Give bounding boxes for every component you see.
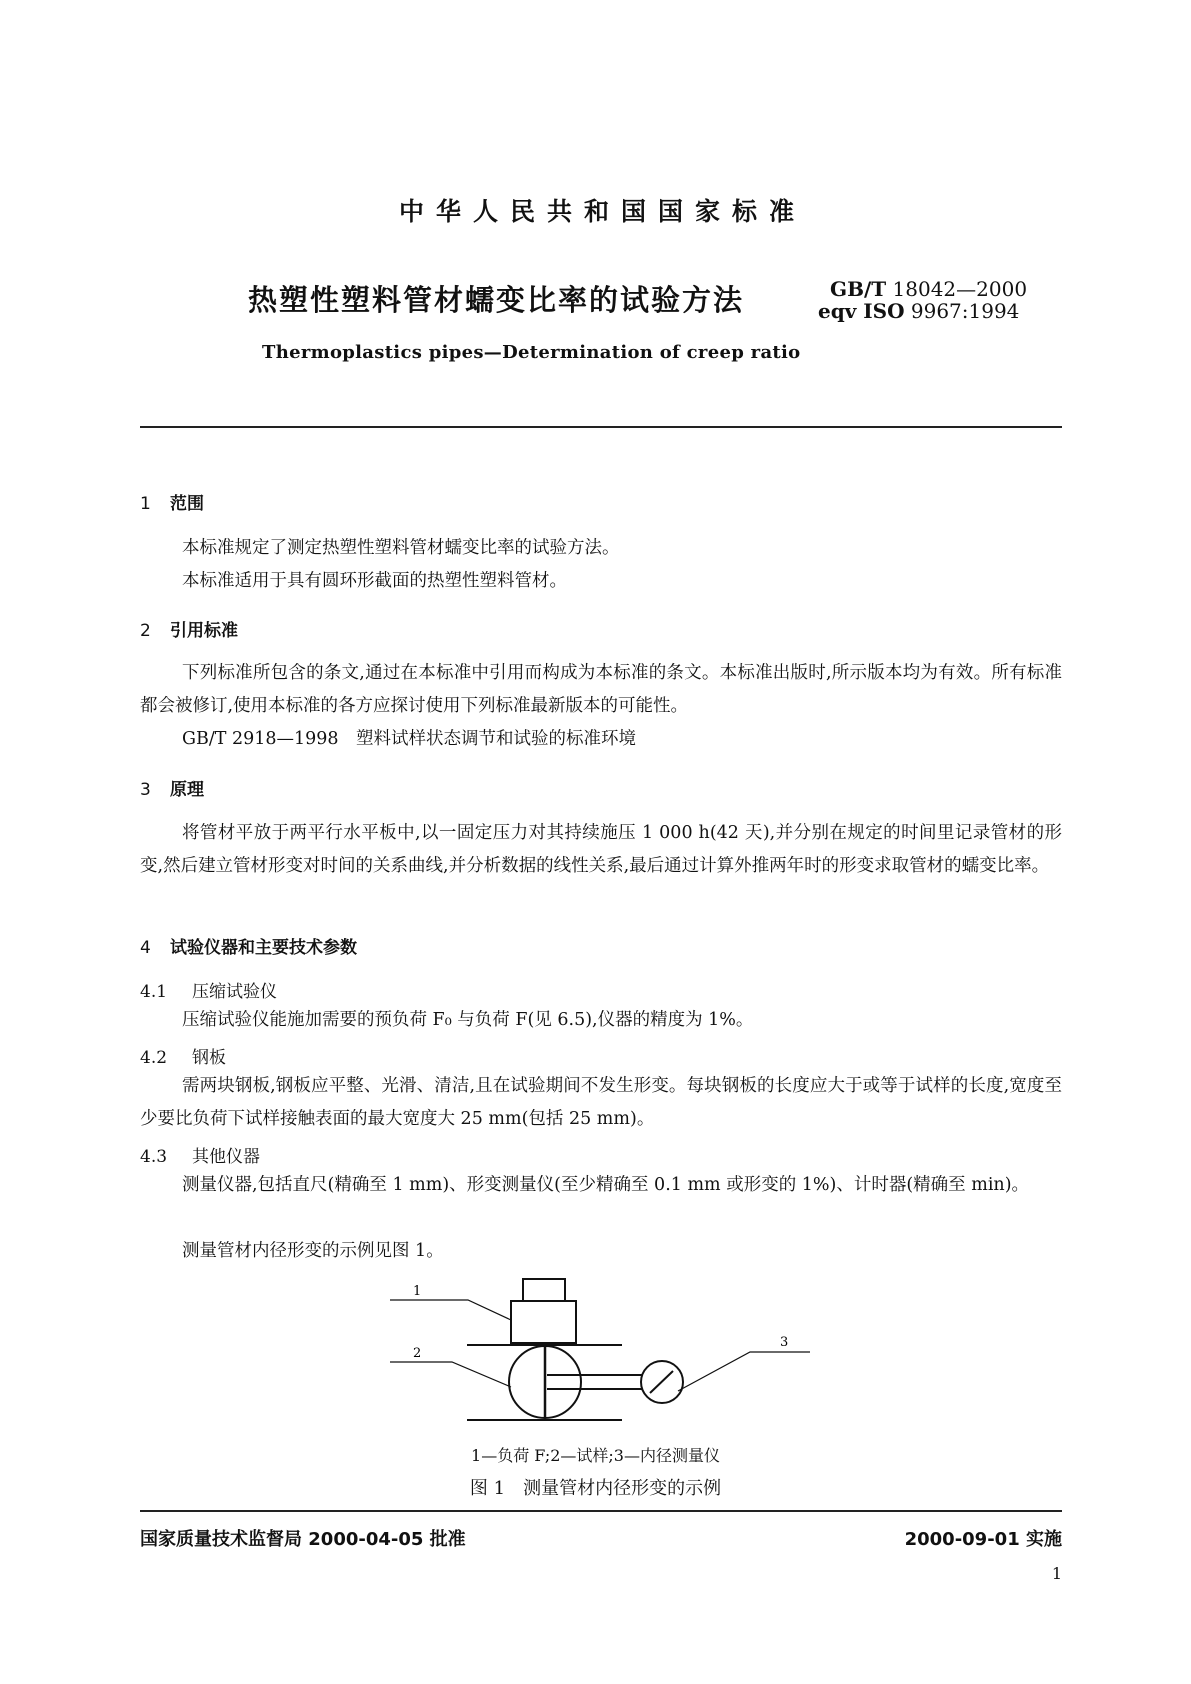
subsection-4-3-paragraph-2: 测量管材内径形变的示例见图 1。: [182, 1241, 444, 1261]
section-2-title: 引用标准: [170, 621, 238, 641]
national-standard-heading: 中华人民共和国国家标准: [398, 197, 806, 226]
section-2-heading: [140, 616, 238, 641]
document-title-en: Thermoplastics pipes—Determination of creep ratio: [262, 342, 801, 363]
standard-code-number: 18042—2000: [892, 277, 1028, 301]
figure-1-diagram: [380, 1265, 820, 1425]
subsection-4-2-title: 钢板: [192, 1048, 226, 1068]
subsection-4-3-number: 4.3: [140, 1147, 168, 1167]
section-1-paragraph-1: 本标准规定了测定热塑性塑料管材蠕变比率的试验方法。: [182, 538, 620, 558]
subsection-4-2-paragraph: 需两块钢板,钢板应平整、光滑、清洁,且在试验期间不发生形变。每块钢板的长度应大于或等于试样的长度,宽度至少要比负荷下试样接触表面的最大宽度大 25 mm(包括 25 mm)。: [140, 1076, 1062, 1129]
subsection-4-3-title: 其他仪器: [192, 1147, 260, 1167]
section-3-title: 原理: [170, 780, 204, 800]
section-2-reference: GB/T 2918—1998 塑料试样状态调节和试验的标准环境: [182, 729, 637, 749]
figure-label-3: 3: [780, 1335, 789, 1350]
standard-code: [830, 278, 1027, 300]
section-2-number: 2: [140, 621, 151, 641]
section-3-heading: [140, 775, 204, 800]
section-3-paragraph: 将管材平放于两平行水平板中,以一固定压力对其持续施压 1 000 h(42 天),并分别在规定的时间里记录管材的形变,然后建立管材形变对时间的关系曲线,并分析数据的线性关系,最后通过计算外推两年时的形变求取管材的蠕变比率。: [140, 823, 1062, 876]
leader-line-2: [390, 1362, 511, 1387]
section-1-paragraph-2: 本标准适用于具有圆环形截面的热塑性塑料管材。: [182, 571, 567, 591]
approval-info: 国家质量技术监督局 2000-04-05 批准: [140, 1529, 466, 1550]
subsection-4-1-paragraph: 压缩试验仪能施加需要的预负荷 F₀ 与负荷 F(见 6.5),仪器的精度为 1%。: [182, 1010, 754, 1030]
subsection-4-1-title: 压缩试验仪: [192, 982, 277, 1002]
implementation-date: 2000-09-01 实施: [904, 1529, 1062, 1550]
subsection-4-2-number: 4.2: [140, 1048, 168, 1068]
subsection-4-1-number: 4.1: [140, 982, 168, 1002]
figure-1-legend: 1—负荷 F;2—试样;3—内径测量仪: [471, 1446, 720, 1465]
figure-label-2: 2: [413, 1346, 422, 1361]
subsection-4-2-heading: [140, 1043, 226, 1068]
gauge-needle: [650, 1371, 673, 1393]
equivalent-standard: [818, 300, 1019, 322]
subsection-4-3-heading: [140, 1142, 260, 1167]
equivalent-standard-number: 9967:1994: [910, 299, 1020, 323]
section-2-paragraph-1: 下列标准所包含的条文,通过在本标准中引用而构成为本标准的条文。本标准出版时,所示版本均为有效。所有标准都会被修订,使用本标准的各方应探讨使用下列标准最新版本的可能性。: [140, 663, 1062, 716]
load-block: [511, 1301, 576, 1343]
figure-1-caption: 图 1 测量管材内径形变的示例: [469, 1478, 722, 1499]
leader-line-1: [390, 1300, 511, 1320]
equivalent-standard-prefix: eqv ISO: [818, 299, 905, 323]
footer-divider: [140, 1510, 1062, 1512]
subsection-4-1-heading: [140, 977, 277, 1002]
leader-line-3: [678, 1352, 810, 1391]
section-4-title: 试验仪器和主要技术参数: [170, 938, 357, 958]
load-cap-block: [523, 1279, 565, 1301]
section-4-number: 4: [140, 938, 151, 958]
section-1-number: 1: [140, 494, 151, 514]
header-divider: [140, 426, 1062, 428]
section-4-heading: [140, 933, 357, 958]
document-title-cn: 热塑性塑料管材蠕变比率的试验方法: [248, 283, 745, 317]
subsection-4-3-paragraph-1: 测量仪器,包括直尺(精确至 1 mm)、形变测量仪(至少精确至 0.1 mm 或形变的 1%)、计时器(精确至 min)。: [182, 1175, 1030, 1195]
section-1-heading: [140, 489, 204, 514]
figure-label-1: 1: [413, 1284, 422, 1299]
section-1-title: 范围: [170, 494, 204, 514]
page-number: 1: [1051, 1564, 1062, 1583]
section-3-number: 3: [140, 780, 151, 800]
standard-code-prefix: GB/T: [830, 277, 887, 301]
